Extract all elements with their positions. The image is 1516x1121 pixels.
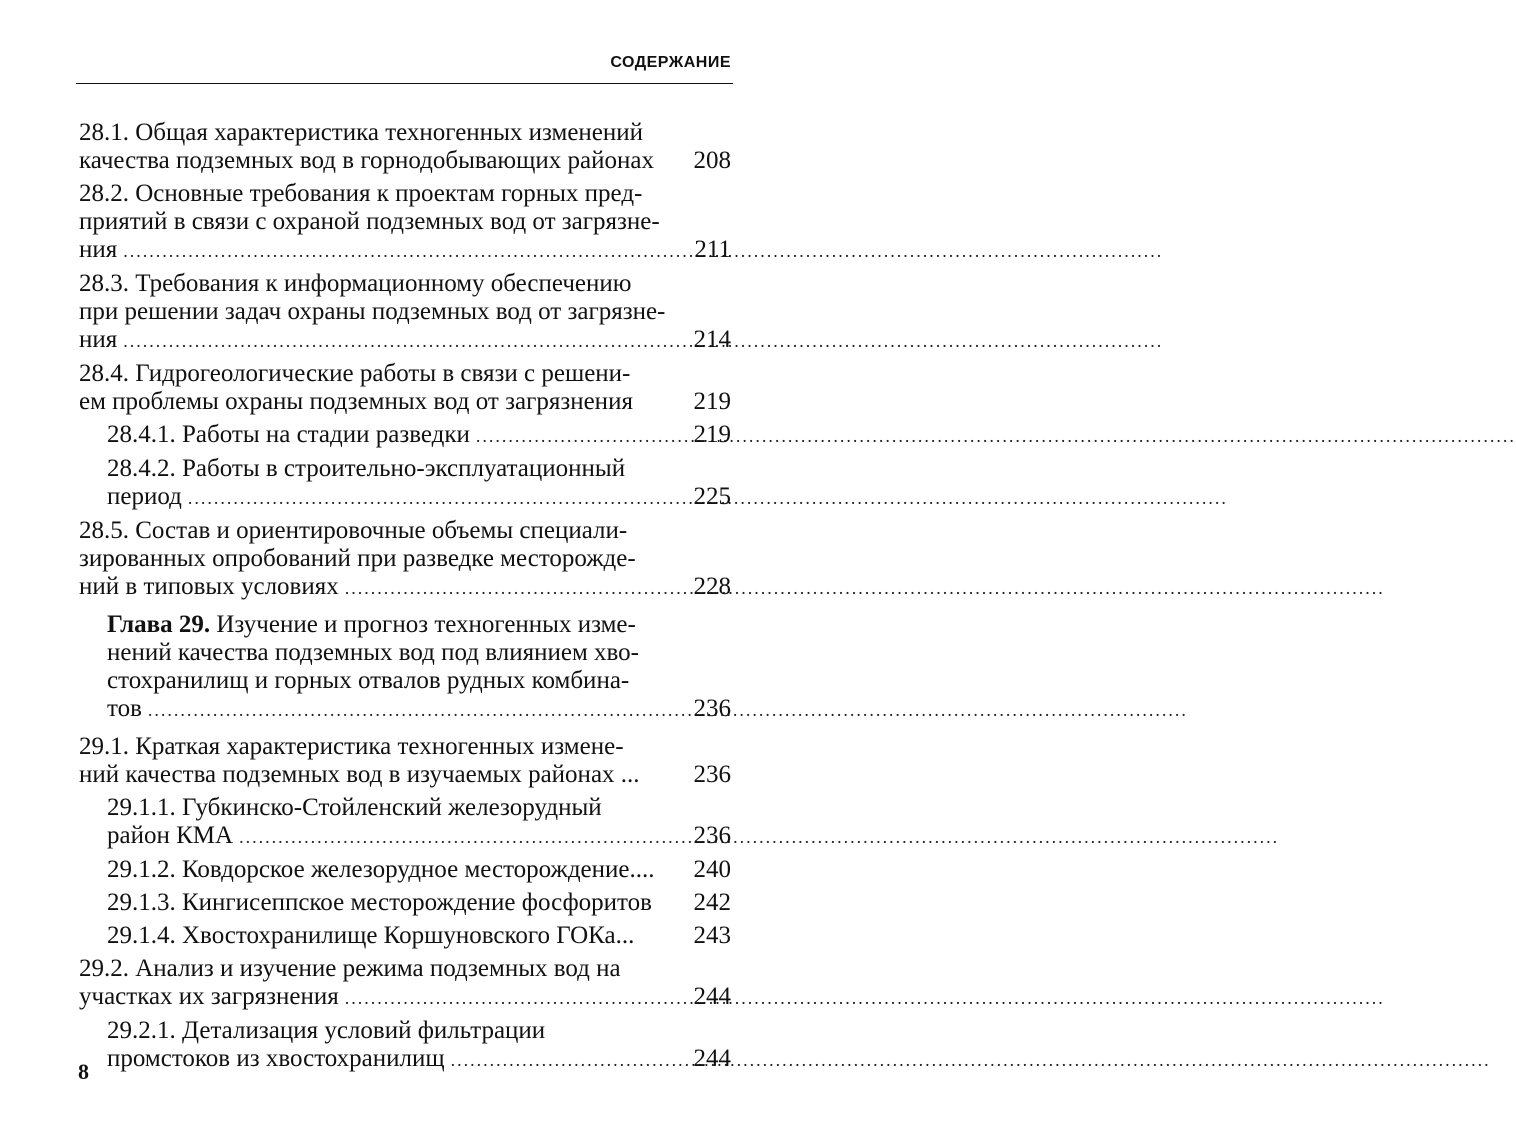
toc-entry-line: 29.2.1. Детализация условий фильтрации [107,1017,546,1044]
toc-entry-line: 29.1. Краткая характеристика техногенных измене- [79,733,624,760]
chapter-title-text: Изучение и прогноз техногенных изме- [216,611,636,638]
toc-entry-line: 28.1. Общая характеристика техногенных изменений [79,119,644,146]
dot-leader [123,237,689,265]
dot-leader [239,823,689,851]
toc-entry-text: участках их загрязнения [79,983,339,1010]
page-number: 8 [78,1059,89,1084]
toc-page-number: 208 [693,147,731,174]
toc-entry-text: тов [107,695,142,722]
dot-leader [451,1046,689,1074]
toc-subsection-entry [79,856,731,884]
toc-entry-line: зированных опробований при разведке месторожде- [79,545,636,572]
toc-entry-line: 28.4. Гидрогеологические работы в связи с решени- [79,360,631,387]
running-head: СОДЕРЖАНИЕ [610,54,731,71]
dot-leader [188,484,689,512]
toc-entry-final-line [79,388,731,416]
toc-page-number: 225 [693,483,731,510]
toc-page-number: 228 [693,573,731,600]
dot-leader [123,327,689,355]
toc-section-entry [79,180,731,265]
toc-entry-text: 28.4.1. Работы на стадии разведки [107,421,470,448]
toc-entry-final-line [79,326,731,355]
toc-entry-text: ния [79,326,118,353]
toc-subsection-entry [79,889,731,917]
toc-entry-line [107,611,731,639]
toc-entry-line: 29.1.1. Губкинско-Стойленский железорудный [107,794,602,821]
dot-leader [476,422,689,450]
toc-page-number: 211 [694,236,731,263]
toc-section-entry [79,733,731,789]
toc-entry-final-line [107,695,731,724]
toc-entry-line: при решении задач охраны подземных вод от загрязне- [79,298,666,325]
toc-entry-text: период [107,483,182,510]
toc-page-number: 219 [693,421,731,448]
toc-entry-text: ний качества подземных вод в изучаемых районах ... [79,761,640,788]
dot-leader [345,984,689,1012]
toc-entry-final-line [107,889,731,917]
toc-entry-final-line [79,983,731,1012]
toc-section-entry [79,360,731,416]
chapter-label: Глава 29. [107,611,211,638]
toc-entry-line: приятий в связи с охраной подземных вод от загрязне- [79,208,660,235]
toc-entry-text: промстоков из хвостохранилищ [107,1045,445,1072]
toc-page-number: 214 [693,326,731,353]
toc-page-number: 236 [693,761,731,788]
toc-page-number: 244 [693,983,731,1010]
toc-entry-final-line [107,822,731,851]
toc-entry-final-line [79,236,731,265]
toc-subsection-entry [79,455,731,512]
toc-page-number: 243 [693,922,731,949]
toc-entry-text: 29.1.2. Ковдорское железорудное месторождение.... [107,856,655,883]
toc-page-number: 244 [693,1045,731,1072]
toc-entry-text: ния [79,236,118,263]
toc-entry-final-line [107,483,731,512]
toc-page-number: 236 [693,822,731,849]
table-of-contents [79,119,731,1079]
toc-subsection-entry [79,421,731,450]
toc-entry-line: 28.2. Основные требования к проектам горных пред- [79,180,643,207]
toc-section-entry [79,119,731,175]
toc-entry-line: 28.3. Требования к информационному обеспечению [79,270,632,297]
toc-entry-line: стохранилищ и горных отвалов рудных комбина- [107,667,630,694]
toc-entry-final-line [107,421,731,450]
toc-entry-final-line [107,1045,731,1074]
toc-entry-text: ний в типовых условиях [79,573,339,600]
toc-entry-text: ем проблемы охраны подземных вод от загрязнения [79,388,633,415]
toc-entry-final-line [79,147,731,175]
toc-entry-text: качества подземных вод в горнодобывающих районах [79,147,654,174]
toc-entry-final-line [79,761,731,789]
toc-entry-text: 29.1.3. Кингисеппское месторождение фосфоритов [107,889,652,916]
toc-subsection-entry [79,794,731,851]
toc-page-number: 242 [693,889,731,916]
toc-entry-final-line [107,922,731,950]
toc-entry-line: 28.4.2. Работы в строительно-эксплуатационный [107,455,626,482]
toc-chapter-entry [79,611,731,724]
toc-page-number: 219 [693,388,731,415]
toc-page-number: 240 [693,856,731,883]
toc-entry-line: 28.5. Состав и ориентировочные объемы специали- [79,517,628,544]
toc-page-number: 236 [693,695,731,722]
dot-leader [148,696,689,724]
toc-entry-final-line [79,573,731,602]
toc-subsection-entry [79,1017,731,1074]
dot-leader [345,574,689,602]
toc-section-entry [79,955,731,1012]
toc-section-entry [79,270,731,355]
toc-entry-text: район КМА [107,822,234,849]
toc-entry-text: 29.1.4. Хвостохранилище Коршуновского ГОКа... [107,922,635,949]
toc-section-entry [79,517,731,602]
toc-entry-line: нений качества подземных вод под влиянием хво- [107,639,639,666]
toc-entry-line: 29.2. Анализ и изучение режима подземных вод на [79,955,621,982]
toc-entry-final-line [107,856,731,884]
toc-subsection-entry [79,922,731,950]
header-rule [76,83,733,84]
